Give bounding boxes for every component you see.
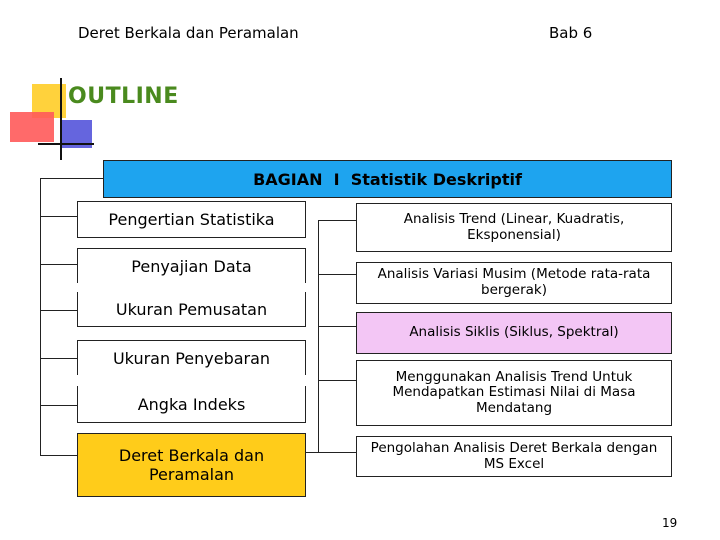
- header-left-title: Deret Berkala dan Peramalan: [78, 24, 299, 42]
- subtopic-label: Pengolahan Analisis Deret Berkala dengan MS Excel: [370, 439, 658, 472]
- decor-vertical-line: [60, 78, 62, 160]
- connector-line: [40, 455, 77, 456]
- header-right-title: Bab 6: [549, 24, 593, 42]
- subtopic-item: [356, 360, 672, 426]
- topic-label: Pengertian Statistika: [108, 210, 275, 229]
- subtopic-item: [356, 203, 672, 252]
- section-header: [103, 160, 672, 198]
- subtopic-label: Analisis Variasi Musim (Metode rata-rata bergerak): [377, 266, 651, 298]
- decor-red-square: [10, 112, 54, 142]
- subtopic-label: Analisis Siklis (Siklus, Spektral): [409, 324, 619, 341]
- outline-title: OUTLINE: [68, 84, 179, 109]
- section-header-label: BAGIAN I Statistik Deskriptif: [253, 169, 522, 189]
- connector-line: [40, 358, 77, 359]
- subtopic-item: [356, 436, 672, 477]
- connector-line: [40, 264, 77, 265]
- topic-item: [77, 292, 306, 327]
- topic-label: Ukuran Pemusatan: [115, 299, 268, 319]
- page-number: 19: [662, 516, 678, 530]
- connector-line: [318, 326, 356, 327]
- topic-item: [77, 201, 306, 238]
- subtopic-item: [356, 262, 672, 304]
- connector-line: [318, 380, 356, 381]
- decor-horizontal-line: [38, 143, 94, 145]
- connector-line: [40, 178, 41, 456]
- connector-line: [318, 220, 356, 221]
- connector-line: [318, 274, 356, 275]
- topic-label: Angka Indeks: [137, 394, 246, 414]
- subtopic-item-highlighted: [356, 312, 672, 354]
- connector-line: [40, 178, 104, 179]
- subtopic-label: Analisis Trend (Linear, Kuadratis, Eksponensial): [403, 210, 625, 243]
- topic-label: Ukuran Penyebaran: [112, 348, 271, 368]
- connector-line: [40, 310, 77, 311]
- connector-line: [40, 216, 77, 217]
- topic-item: [77, 386, 306, 423]
- connector-line: [40, 405, 77, 406]
- connector-line: [318, 220, 319, 452]
- subtopic-label: Menggunakan Analisis Trend Untuk Mendapatkan Estimasi Nilai di Masa Mendatang: [392, 368, 636, 416]
- topic-label: Penyajian Data: [131, 256, 252, 276]
- topic-item-active: [77, 433, 306, 497]
- topic-label: Deret Berkala dan Peramalan: [118, 446, 265, 484]
- topic-item: [77, 340, 306, 375]
- topic-item: [77, 248, 306, 283]
- connector-line: [306, 452, 356, 453]
